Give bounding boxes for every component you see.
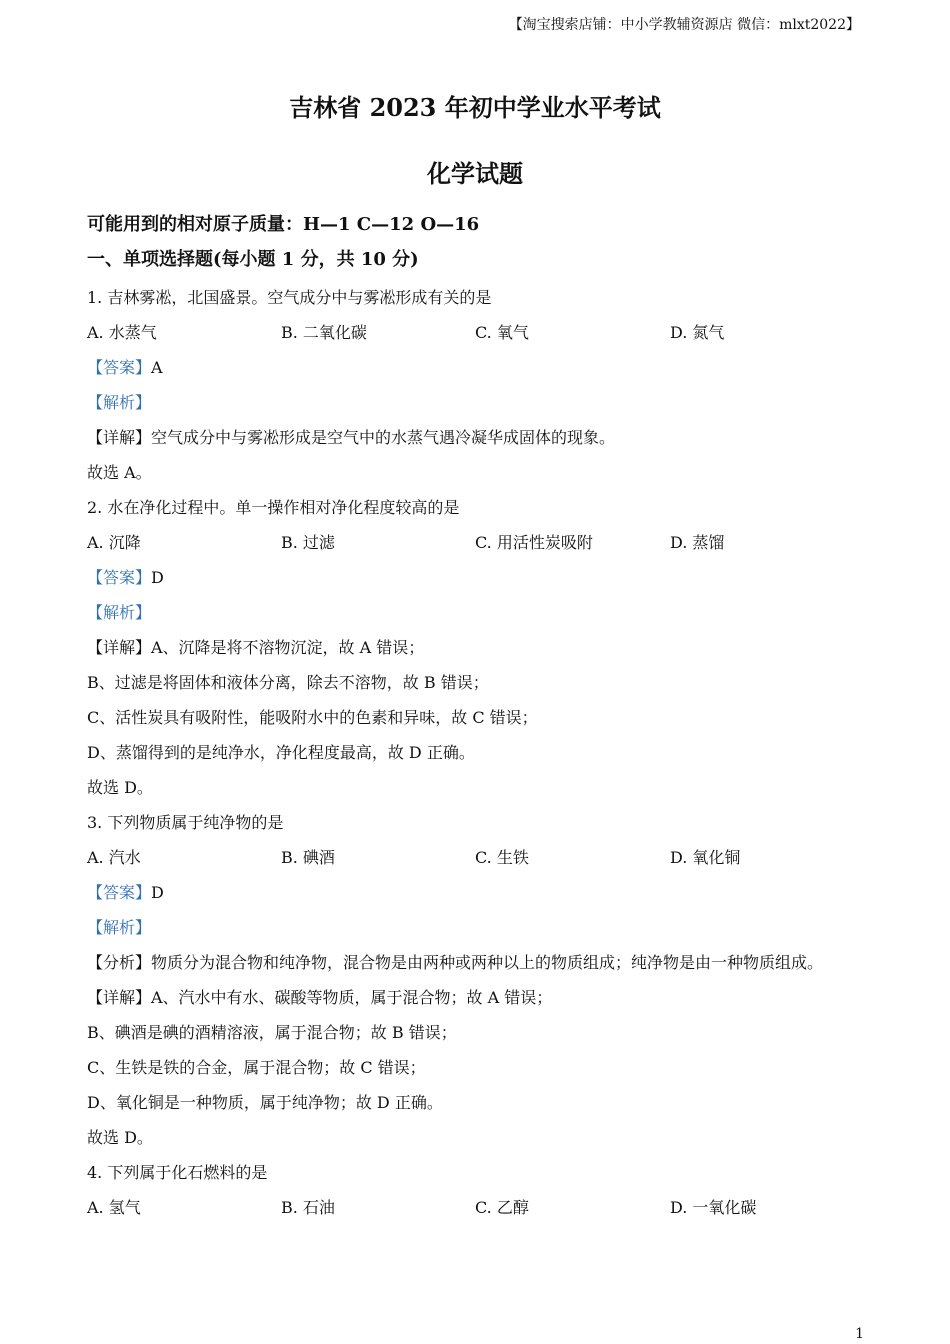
q1-analysis-tag: 【解析】 [87, 393, 152, 412]
q3-choice: 故选 D。 [87, 1128, 153, 1147]
q3-option-d: D. 氧化铜 [670, 848, 741, 867]
q2-choice: 故选 D。 [87, 778, 153, 797]
q1-answer [87, 355, 163, 378]
answer-tag: 【答案】 [87, 568, 152, 587]
q2-option-d: D. 蒸馏 [670, 533, 725, 552]
q2-detail-3: C、活性炭具有吸附性，能吸附水中的色素和异味，故 C 错误； [87, 708, 538, 727]
q2-detail-1: 【详解】A、沉降是将不溶物沉淀，故 A 错误； [87, 638, 425, 657]
q3-option-c: C. 生铁 [475, 848, 529, 867]
answer-tag: 【答案】 [87, 358, 152, 377]
q2-option-c: C. 用活性炭吸附 [475, 533, 593, 552]
q3-detail-2: B、碘酒是碘的酒精溶液，属于混合物；故 B 错误； [87, 1023, 457, 1042]
header-note: 【淘宝搜索店铺：中小学教辅资源店 微信：mlxt2022】 [508, 17, 860, 33]
q3-detail-4: D、氧化铜是一种物质，属于纯净物；故 D 正确。 [87, 1093, 443, 1112]
question-1-stem: 1. 吉林雾凇，北国盛景。空气成分中与雾凇形成有关的是 [87, 288, 492, 307]
q1-option-d: D. 氮气 [670, 323, 725, 342]
q3-answer [87, 880, 164, 903]
q3-option-a: A. 汽水 [87, 848, 141, 867]
q3-detail-1: 【详解】A、汽水中有水、碳酸等物质，属于混合物；故 A 错误； [87, 988, 553, 1007]
page-title: 吉林省 2023 年初中学业水平考试 [289, 93, 661, 122]
q3-detail-3: C、生铁是铁的合金，属于混合物；故 C 错误； [87, 1058, 426, 1077]
q2-analysis-tag: 【解析】 [87, 603, 152, 622]
q4-option-b: B. 石油 [281, 1198, 335, 1217]
question-4-stem: 4. 下列属于化石燃料的是 [87, 1163, 268, 1182]
q2-option-a: A. 沉降 [87, 533, 141, 552]
q3-option-b: B. 碘酒 [281, 848, 335, 867]
q3-answer-value: D [151, 883, 164, 902]
atomic-mass-line: 可能用到的相对原子质量：H—1 C—12 O—16 [87, 214, 480, 235]
section-heading: 一、单项选择题(每小题 1 分，共 10 分) [87, 249, 419, 270]
q1-answer-value: A [151, 358, 163, 377]
q1-option-b: B. 二氧化碳 [281, 323, 367, 342]
q1-option-c: C. 氧气 [475, 323, 529, 342]
question-2-stem: 2. 水在净化过程中。单一操作相对净化程度较高的是 [87, 498, 460, 517]
q3-analysis-tag: 【解析】 [87, 918, 152, 937]
q2-option-b: B. 过滤 [281, 533, 335, 552]
question-3-stem: 3. 下列物质属于纯净物的是 [87, 813, 284, 832]
q4-option-d: D. 一氧化碳 [670, 1198, 757, 1217]
page-subtitle: 化学试题 [427, 159, 523, 188]
q1-choice: 故选 A。 [87, 463, 152, 482]
q2-answer [87, 565, 164, 588]
q3-analysis: 【分析】物质分为混合物和纯净物，混合物是由两种或两种以上的物质组成；纯净物是由一种物质组成。 [87, 953, 824, 972]
q1-detail: 【详解】空气成分中与雾凇形成是空气中的水蒸气遇冷凝华成固体的现象。 [87, 428, 616, 447]
q4-option-a: A. 氢气 [87, 1198, 141, 1217]
q4-option-c: C. 乙醇 [475, 1198, 529, 1217]
q2-answer-value: D [151, 568, 164, 587]
answer-tag: 【答案】 [87, 883, 152, 902]
q2-detail-2: B、过滤是将固体和液体分离，除去不溶物，故 B 错误； [87, 673, 489, 692]
q2-detail-4: D、蒸馏得到的是纯净水，净化程度最高，故 D 正确。 [87, 743, 475, 762]
q1-option-a: A. 水蒸气 [87, 323, 157, 342]
page-number: 1 [855, 1326, 864, 1342]
